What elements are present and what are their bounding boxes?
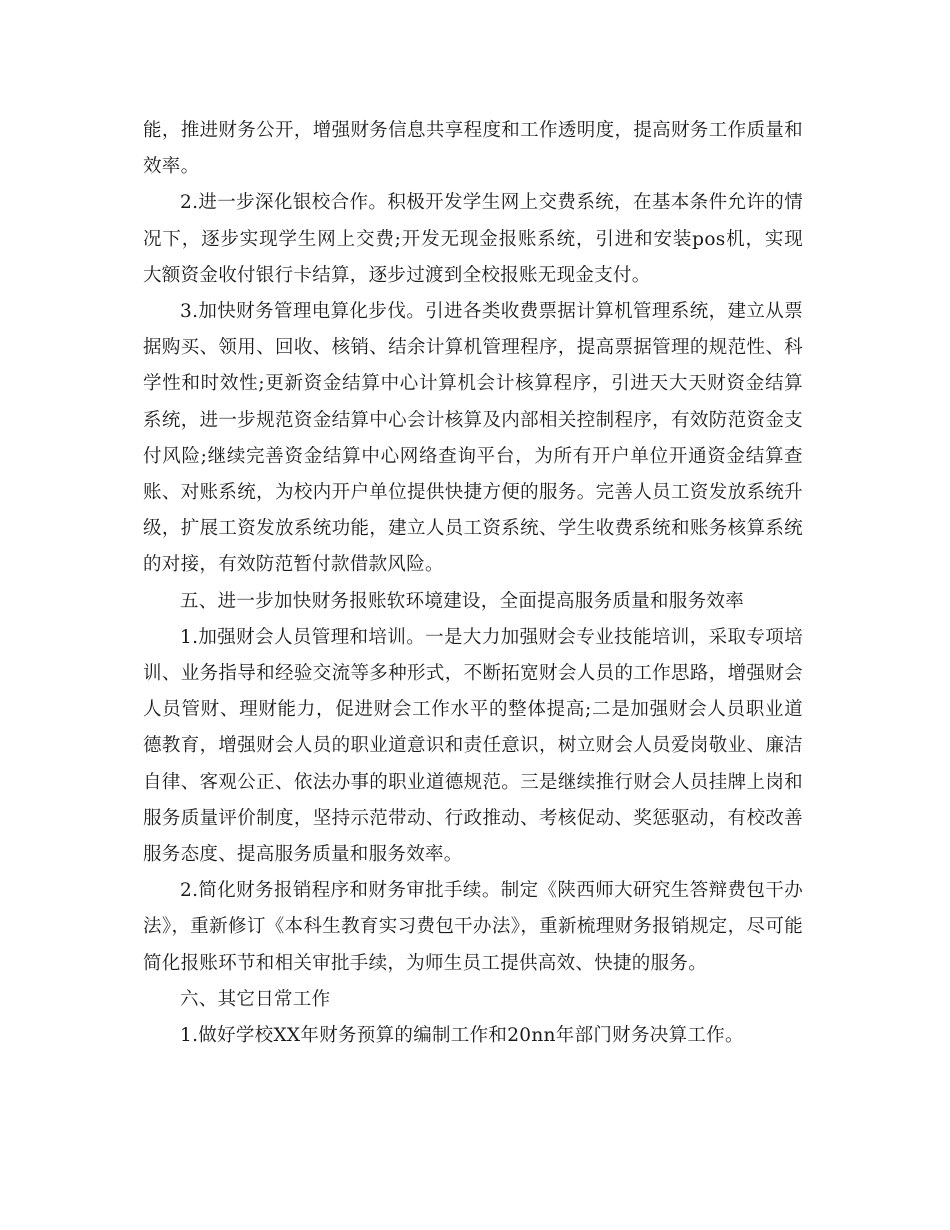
section-heading-5: 五、进一步加快财务报账软环境建设，全面提高服务质量和服务效率	[180, 590, 745, 612]
document-body	[143, 113, 803, 1054]
section-heading-6: 六、其它日常工作	[180, 988, 331, 1010]
paragraph-bank-cooperation: 2.进一步深化银校合作。积极开发学生网上交费系统，在基本条件允许的情况下，逐步实现学生网上交费;开发无现金报账系统，引进和安装pos机，实现大额资金收付银行卡结算，逐步过渡到全校报账无现金支付。	[143, 192, 803, 286]
paragraph-staff-training: 1.加强财会人员管理和培训。一是大力加强财会专业技能培训，采取专项培训、业务指导和经验交流等多种形式，不断拓宽财会人员的工作思路，增强财会人员管财、理财能力，促进财会工作水平的整体提高;二是加强财会人员职业道德教育，增强财会人员的职业道意识和责任意识，树立财会人员爱岗敬业、廉洁自律、客观公正、依法办事的职业道德规范。三是继续推行财会人员挂牌上岗和服务质量评价制度，坚持示范带动、行政推动、考核促动、奖惩驱动，有校改善服务态度、提高服务质量和服务效率。	[143, 626, 803, 866]
paragraph-computerization: 3.加快财务管理电算化步伐。引进各类收费票据计算机管理系统，建立从票据购买、领用、回收、核销、结余计算机管理程序，提高票据管理的规范性、科学性和时效性;更新资金结算中心计算机会计核算程序，引进天大天财资金结算系统，进一步规范资金结算中心会计核算及内部相关控制程序，有效防范资金支付风险;继续完善资金结算中心网络查询平台，为所有开户单位开通资金结算查账、对账系统，为校内开户单位提供快捷方便的服务。完善人员工资发放系统升级，扩展工资发放系统功能，建立人员工资系统、学生收费系统和账务核算系统的对接，有效防范暂付款借款风险。	[143, 301, 803, 576]
paragraph-simplify-procedures: 2.简化财务报销程序和财务审批手续。制定《陕西师大研究生答辩费包干办法》，重新修订《本科生教育实习费包干办法》，重新梳理财务报销规定，尽可能简化报账环节和相关审批手续，为师生员工提供高效、快捷的服务。	[143, 880, 803, 974]
paragraph-1-continuation: 能，推进财务公开，增强财务信息共享程度和工作透明度，提高财务工作质量和效率。	[143, 120, 803, 178]
paragraph-budget: 1.做好学校XX年财务预算的编制工作和20nn年部门财务决算工作。	[180, 1025, 744, 1047]
